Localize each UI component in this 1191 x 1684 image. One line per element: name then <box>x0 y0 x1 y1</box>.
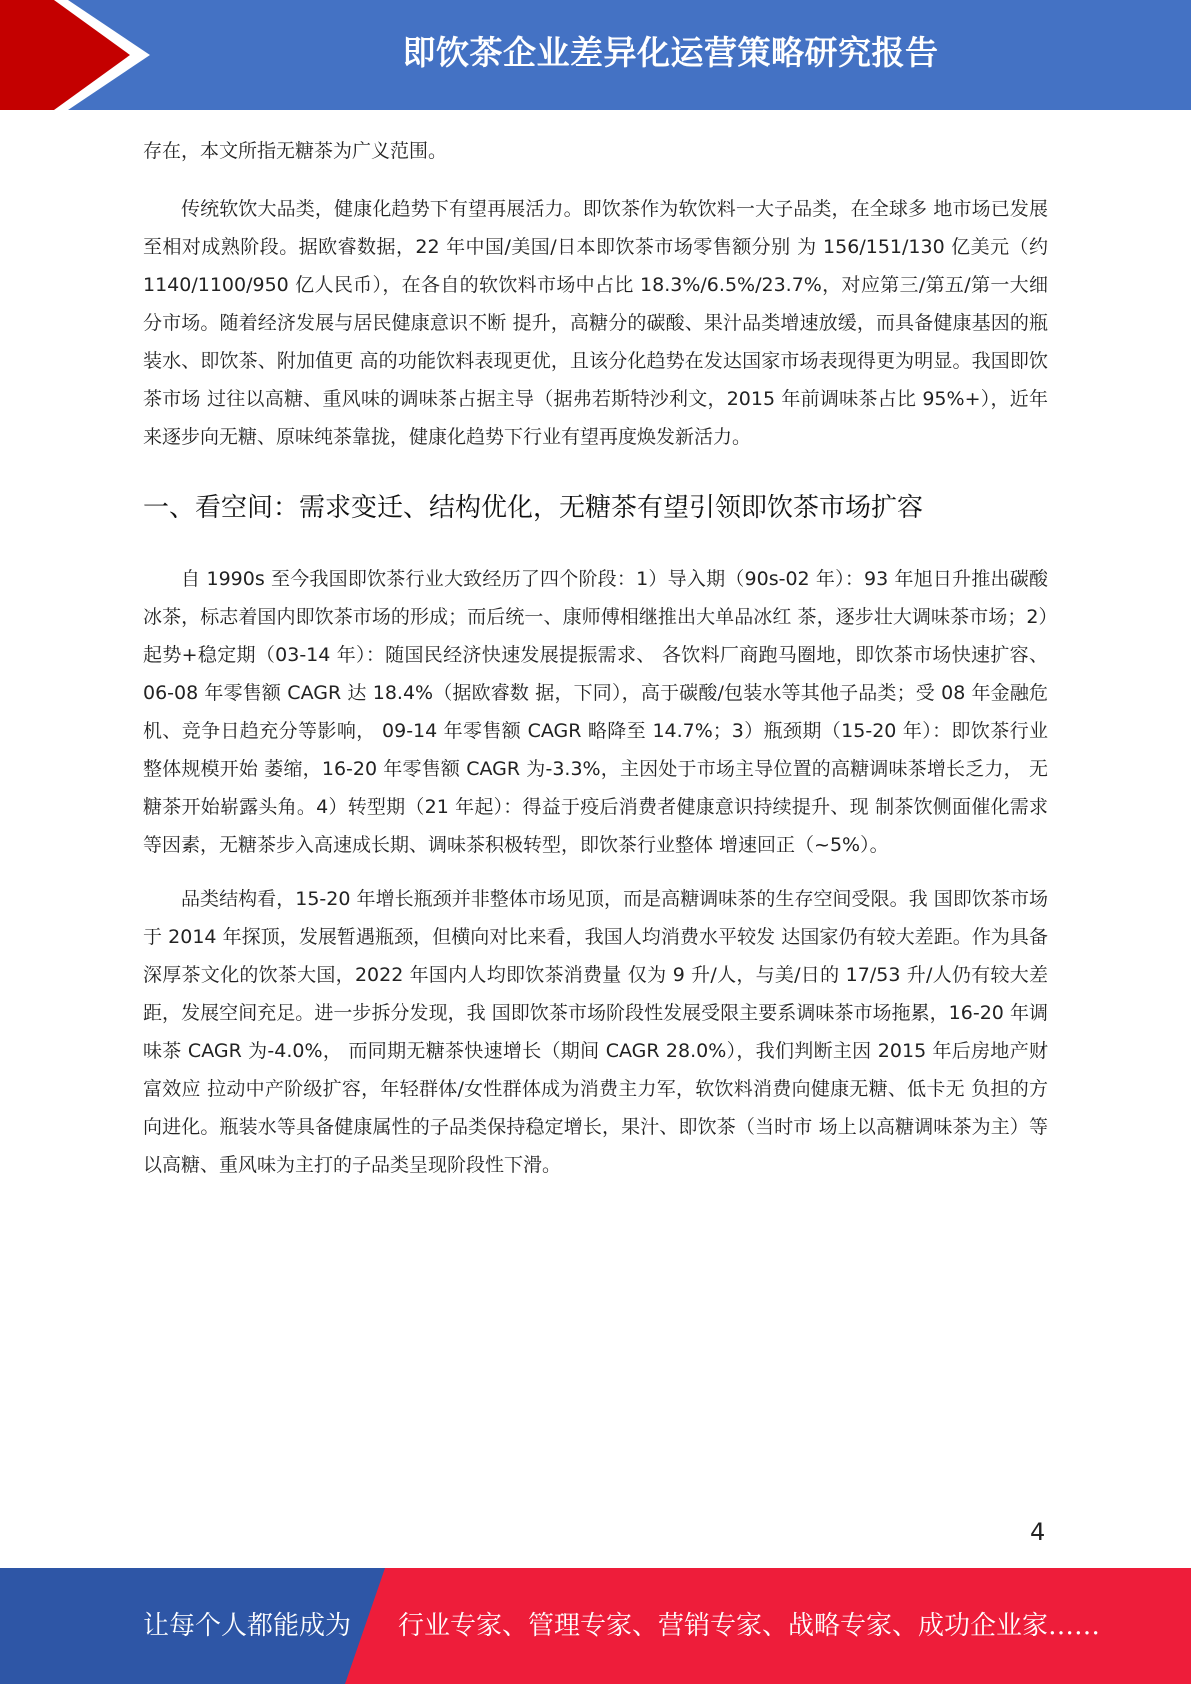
header-banner <box>0 0 1191 110</box>
paragraph-market-overview: 传统软饮大品类，健康化趋势下有望再展活力。即饮茶作为软饮料一大子品类，在全球多 地市场已发展至相对成熟阶段。据欧睿数据，22 年中国/美国/日本即饮茶市场零售额分别 为 156/151/130 亿美元（约 1140/1100/950 亿人民币），在各自的软饮料市场中占比 18.3%/6.5%/23.7%，对应第三/第五/第一大细分市场。随着经济发展与居民健康意识不断 提升，高糖分的碳酸、果汁品类增速放缓，而具备健康基因的瓶装水、即饮茶、附加值更 高的功能饮料表现更优，且该分化趋势在发达国家市场表现得更为明显。我国即饮茶市场 过往以高糖、重风味的调味茶占据主导（据弗若斯特沙利文，2015 年前调味茶占比 95%+），近年来逐步向无糖、原味纯茶靠拢，健康化趋势下行业有望再度焕发新活力。 <box>143 198 1048 448</box>
header-red-arrow-decoration <box>0 0 130 110</box>
section-heading: 一、看空间：需求变迁、结构优化，无糖茶有望引领即饮茶市场扩容 <box>143 493 924 523</box>
report-body <box>143 132 1048 1200</box>
paragraph-industry-stages: 自 1990s 至今我国即饮茶行业大致经历了四个阶段：1）导入期（90s-02 年）：93 年旭日升推出碳酸冰茶，标志着国内即饮茶市场的形成；而后统一、康师傅相继推出大单品冰红 茶，逐步壮大调味茶市场；2）起势+稳定期（03-14 年）：随国民经济快速发展提振需求、 各饮料厂商跑马圈地，即饮茶市场快速扩容、06-08 年零售额 CAGR 达 18.4%（据欧睿数 据，下同），高于碳酸/包装水等其他子品类；受 08 年金融危机、竞争日趋充分等影响， 09-14 年零售额 CAGR 略降至 14.7%；3）瓶颈期（15-20 年）：即饮茶行业整体规模开始 萎缩，16-20 年零售额 CAGR 为-3.3%，主因处于市场主导位置的高糖调味茶增长乏力， 无糖茶开始崭露头角。4）转型期（21 年起）：得益于疫后消费者健康意识持续提升、现 制茶饮侧面催化需求等因素，无糖茶步入高速成长期、调味茶积极转型，即饮茶行业整体 增速回正（~5%）。 <box>143 568 1048 856</box>
intro-paragraph: 存在，本文所指无糖茶为广义范围。 <box>143 140 448 162</box>
footer-banner <box>0 1568 1191 1684</box>
page-number: 4 <box>1030 1518 1046 1546</box>
footer-slogan-left: 让每个人都能成为 <box>143 1611 352 1641</box>
report-title: 即饮茶企业差异化运营策略研究报告 <box>402 33 939 72</box>
footer-slogan-right: 行业专家、管理专家、营销专家、战略专家、成功企业家…… <box>398 1611 1101 1641</box>
paragraph-category-structure: 品类结构看，15-20 年增长瓶颈并非整体市场见顶，而是高糖调味茶的生存空间受限。我 国即饮茶市场于 2014 年探顶，发展暂遇瓶颈，但横向对比来看，我国人均消费水平较发 达国家仍有较大差距。作为具备深厚茶文化的饮茶大国，2022 年国内人均即饮茶消费量 仅为 9 升/人，与美/日的 17/53 升/人仍有较大差距，发展空间充足。进一步拆分发现，我 国即饮茶市场阶段性发展受限主要系调味茶市场拖累，16-20 年调味茶 CAGR 为-4.0%， 而同期无糖茶快速增长（期间 CAGR 28.0%），我们判断主因 2015 年后房地产财富效应 拉动中产阶级扩容，年轻群体/女性群体成为消费主力军，软饮料消费向健康无糖、低卡无 负担的方向进化。瓶装水等具备健康属性的子品类保持稳定增长，果汁、即饮茶（当时市 场上以高糖调味茶为主）等以高糖、重风味为主打的子品类呈现阶段性下滑。 <box>143 888 1048 1176</box>
